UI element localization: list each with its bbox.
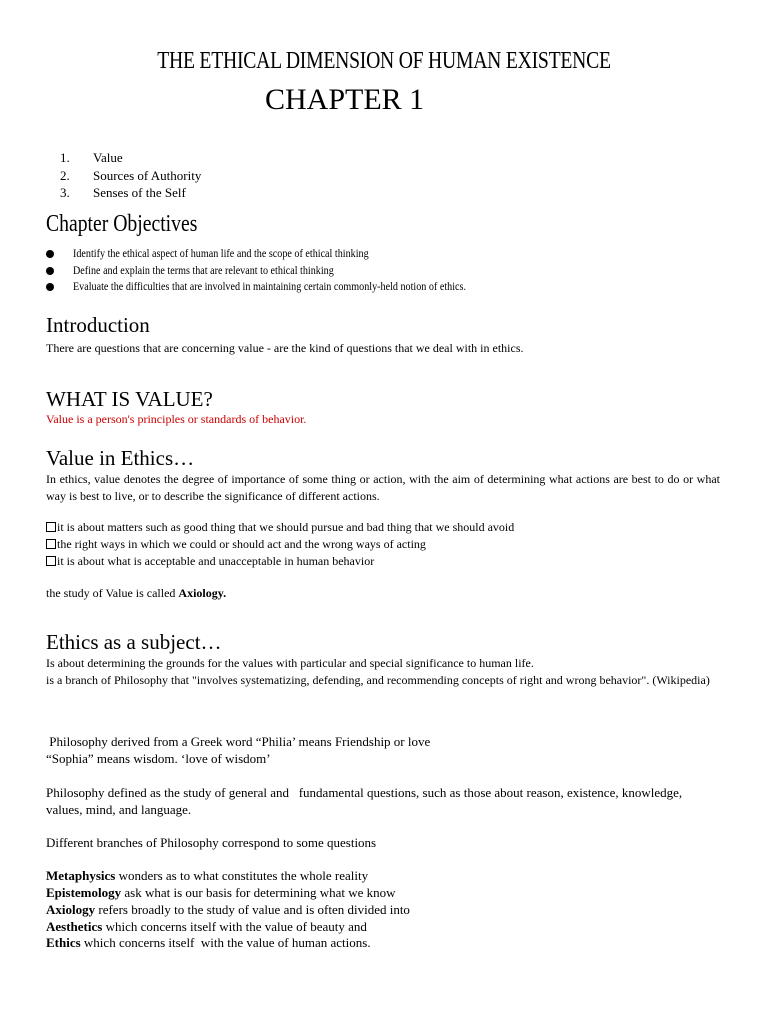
axiology-line: the study of Value is called Axiology. [46,586,227,600]
introduction-heading: Introduction [46,313,150,337]
bullet-icon [46,267,54,275]
value-in-ethics-text: In ethics, value denotes the degree of importance of some thing or action, with the aim of determining what actions are best to do or what way is best to live, or to describe the significance of different actions. [46,472,720,503]
value-definition: Value is a person's principles or standards of behavior. [46,412,307,426]
ethics-subject-line-1: Is about determining the grounds for the values with particular and special significance to human life. [46,656,534,670]
value-in-ethics-heading: Value in Ethics… [46,446,195,470]
ethics-subject-line-2: is a branch of Philosophy that "involves systematizing, defending, and recommending concepts of right and wrong behavior". (Wikipedia) [46,673,710,687]
list-item: it is about matters such as good thing that we should pursue and bad thing that we should avoid [46,519,514,536]
ethics-subject-heading: Ethics as a subject… [46,630,222,654]
branch-metaphysics: Metaphysics wonders as to what constitutes the whole reality [46,868,369,883]
checkbox-icon [46,539,56,549]
bullet-icon [46,283,54,291]
list-item: Define and explain the terms that are relevant to ethical thinking [46,263,520,280]
list-item: 1. Value [60,150,123,165]
bullet-icon [46,250,54,258]
axiology-term: Axiology. [178,586,227,600]
list-item: 3. Senses of the Self [60,185,186,200]
chapter-heading: CHAPTER 1 [265,83,425,116]
branch-axiology: Axiology refers broadly to the study of value and is often divided into [46,902,410,917]
list-item: Evaluate the difficulties that are involved in maintaining certain commonly-held notion of ethics. [46,279,520,296]
list-item: it is about what is acceptable and unacceptable in human behavior [46,553,374,570]
objectives-list [46,246,520,296]
list-item: 2. Sources of Authority [60,167,202,183]
what-is-value-heading: WHAT IS VALUE? [46,387,213,411]
checkbox-icon [46,556,56,566]
list-item: Identify the ethical aspect of human life and the scope of ethical thinking [46,246,520,263]
branch-ethics: Ethics which concerns itself with the value of human actions. [46,935,371,950]
branch-aesthetics: Aesthetics which concerns itself with the value of beauty and [46,919,367,934]
checkbox-icon [46,522,56,532]
list-item: the right ways in which we could or should act and the wrong ways of acting [46,536,426,553]
branch-epistemology: Epistemology ask what is our basis for determining what we know [46,885,396,900]
objectives-heading: Chapter Objectives [46,211,198,237]
philosophy-origin-1: Philosophy derived from a Greek word “Philia’ means Friendship or love [46,734,431,749]
philosophy-origin-2: “Sophia” means wisdom. ‘love of wisdom’ [46,751,271,766]
introduction-text: There are questions that are concerning value - are the kind of questions that we deal with in ethics. [46,341,524,355]
branches-intro: Different branches of Philosophy correspond to some questions [46,835,377,850]
document-title: THE ETHICAL DIMENSION OF HUMAN EXISTENCE [157,48,611,74]
philosophy-definition: Philosophy defined as the study of general and fundamental questions, such as those about reason, existence, knowledge, values, mind, and language. [46,785,686,817]
chapter-contents-list [60,149,201,202]
